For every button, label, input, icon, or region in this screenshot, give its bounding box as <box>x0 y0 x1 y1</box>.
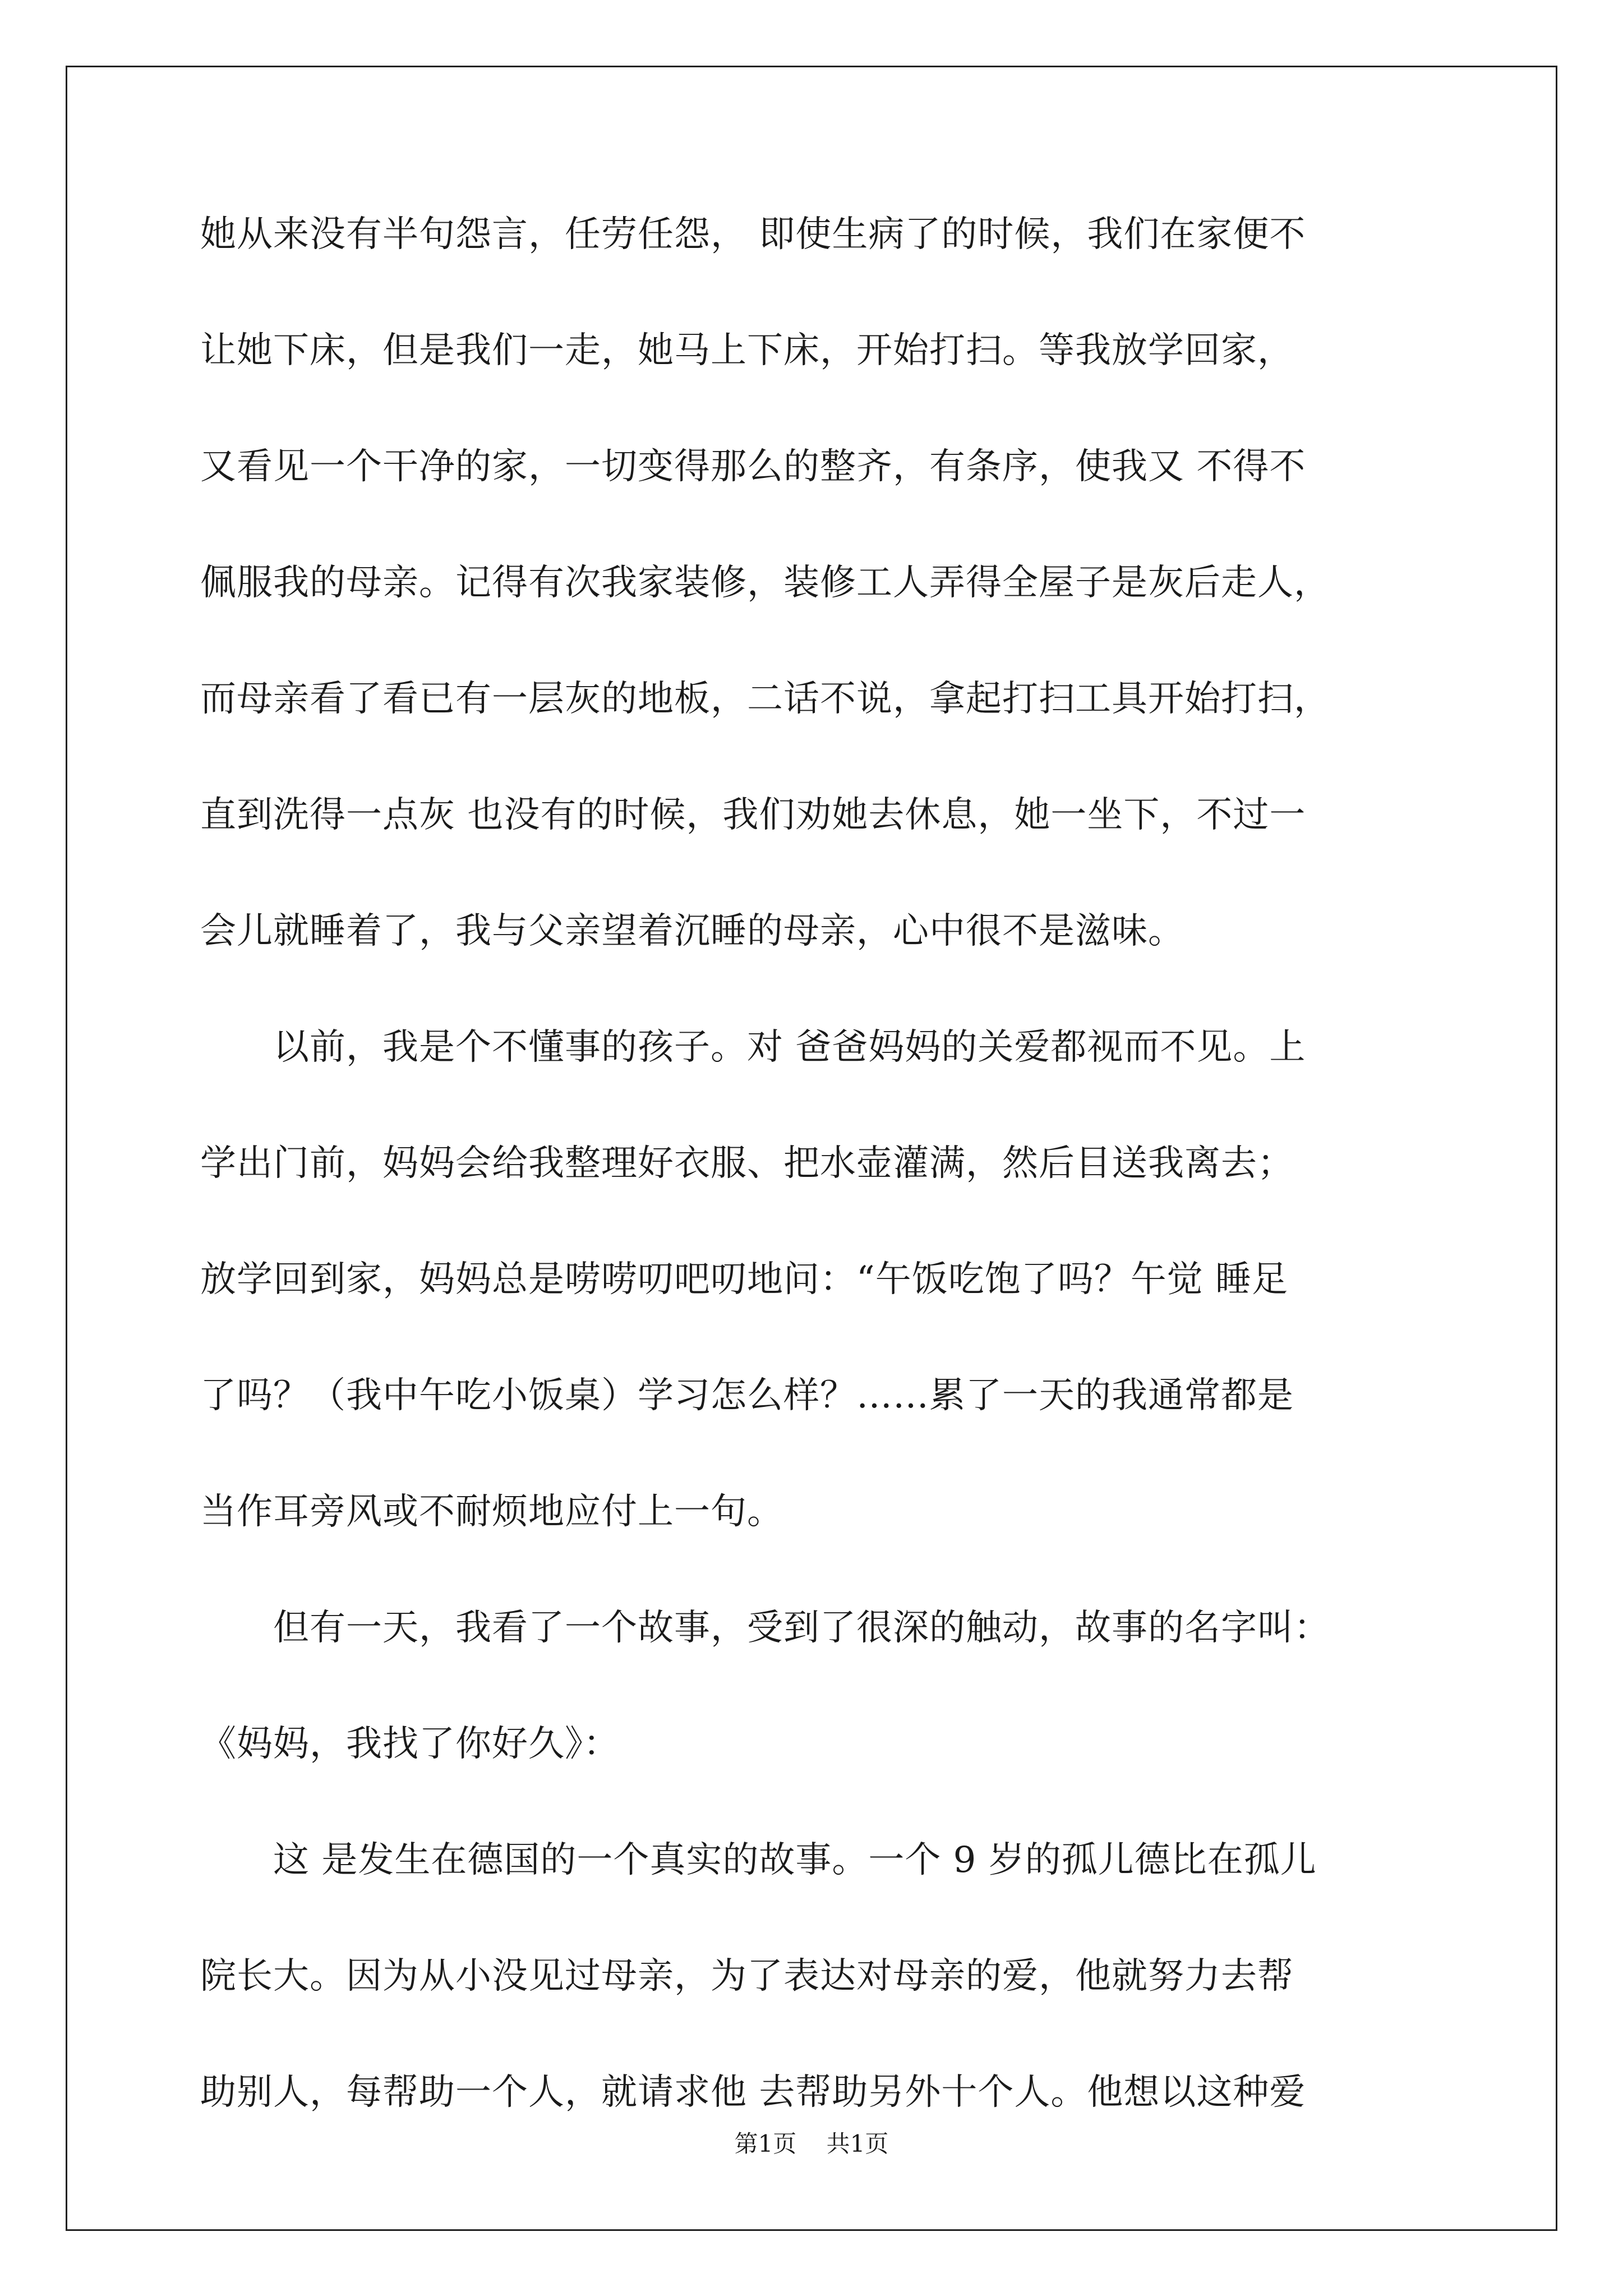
text-line: 佩服我的母亲。记得有次我家装修，装修工人弄得全屋子是灰后走人， <box>200 562 1330 604</box>
text-line: 而母亲看了看已有一层灰的地板，二话不说，拿起打扫工具开始打扫， <box>200 678 1330 720</box>
text-line: 这 是发生在德国的一个真实的故事。一个 9 岁的孤儿德比在孤儿 <box>200 1839 1317 1881</box>
text-line: 《妈妈，我找了你好久》： <box>200 1723 620 1765</box>
text-line: 以前，我是个不懂事的孩子。对 爸爸妈妈的关爱都视而不见。上 <box>200 1027 1306 1068</box>
text-line: 助别人，每帮助一个人，就请求他 去帮助另外十个人。他想以这种爱 <box>200 2072 1306 2113</box>
text-line: 但有一天，我看了一个故事，受到了很深的触动，故事的名字叫： <box>200 1607 1330 1649</box>
text-line: 了吗？（我中午吃小饭桌）学习怎么样？……累了一天的我通常都是 <box>200 1375 1294 1416</box>
text-line: 院长大。因为从小没见过母亲，为了表达对母亲的爱，他就努力去帮 <box>200 1955 1294 1997</box>
text-line: 让她下床，但是我们一走，她马上下床，开始打扫。等我放学回家， <box>200 330 1294 371</box>
page-footer: 第1页 共1页 <box>734 2130 889 2157</box>
text-line: 直到洗得一点灰 也没有的时候，我们劝她去休息，她一坐下，不过一 <box>200 794 1306 836</box>
text-line: 学出门前，妈妈会给我整理好衣服、把水壶灌满，然后目送我离去； <box>200 1143 1294 1184</box>
text-line: 当作耳旁风或不耐烦地应付上一句。 <box>200 1491 783 1533</box>
text-line: 她从来没有半句怨言，任劳任怨， 即使生病了的时候，我们在家便不 <box>200 214 1306 255</box>
text-line: 又看见一个干净的家，一切变得那么的整齐，有条序，使我又 不得不 <box>200 446 1306 487</box>
text-line: 会儿就睡着了，我与父亲望着沉睡的母亲，心中很不是滋味。 <box>200 910 1184 952</box>
text-line: 放学回到家，妈妈总是唠唠叨吧叨地问：“午饭吃饱了吗？午觉 睡足 <box>200 1259 1289 1300</box>
